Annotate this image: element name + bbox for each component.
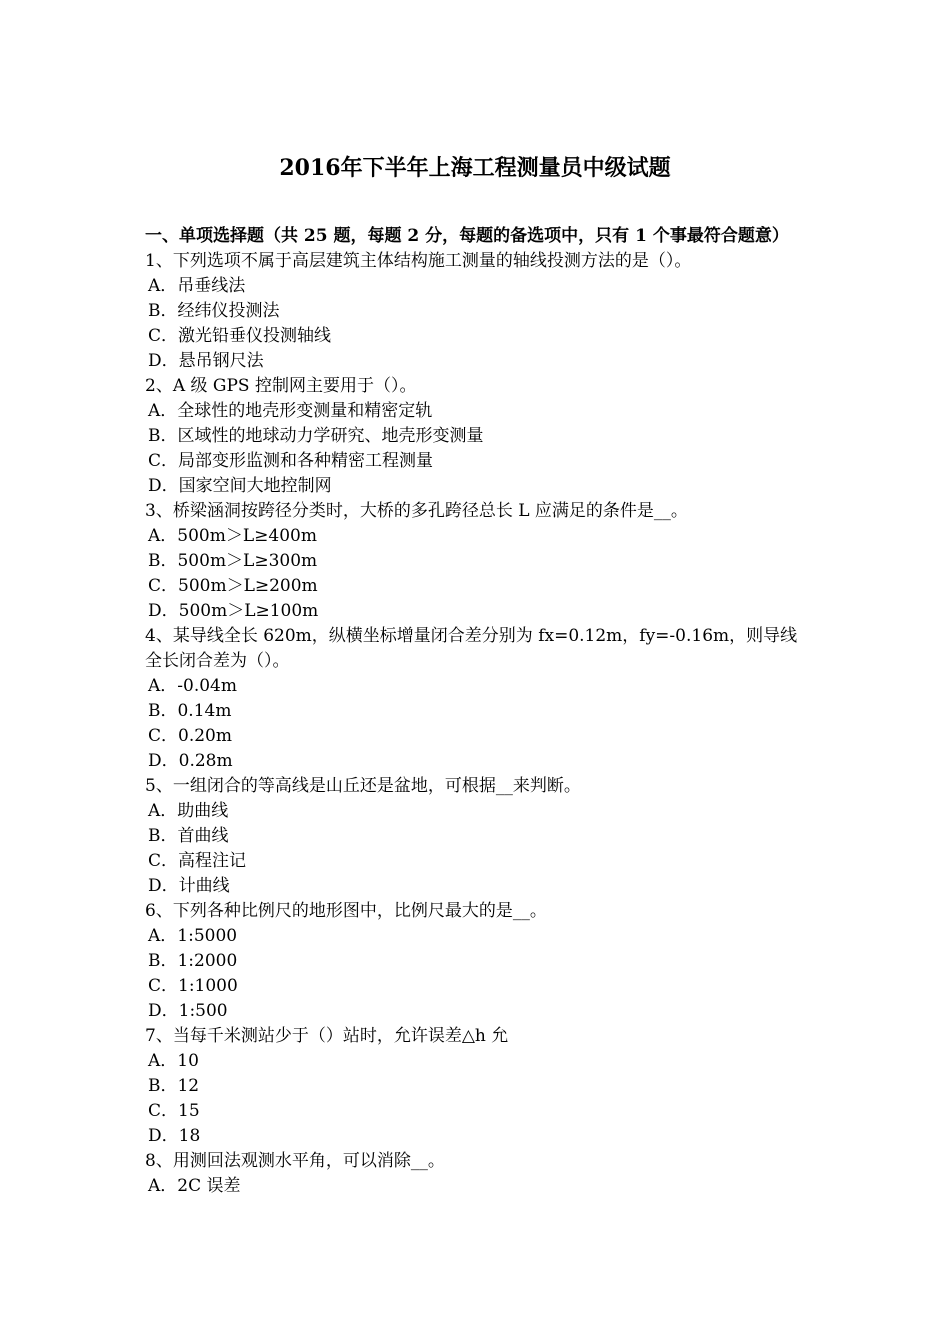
option-c: C．局部变形监测和各种精密工程测量 — [148, 451, 434, 471]
option-b: B．首曲线 — [148, 826, 229, 846]
question-7 — [145, 1024, 810, 1149]
option-c: C．500m＞L≥200m — [148, 576, 318, 596]
question-4 — [145, 624, 810, 774]
question-stem: 8、用测回法观测水平角，可以消除__。 — [145, 1151, 445, 1171]
option-c: C．0.20m — [148, 726, 232, 746]
question-stem: 6、下列各种比例尺的地形图中，比例尺最大的是__。 — [145, 901, 547, 921]
question-stem: 3、桥梁涵洞按跨径分类时，大桥的多孔跨径总长 L 应满足的条件是__。 — [145, 501, 688, 521]
option-c: C．高程注记 — [148, 851, 247, 871]
option-c: C．15 — [148, 1101, 200, 1121]
option-d: D．500m＞L≥100m — [148, 601, 319, 621]
option-b: B．区域性的地球动力学研究、地壳形变测量 — [148, 426, 484, 446]
option-a: A．助曲线 — [148, 801, 229, 821]
option-b: B．1:2000 — [148, 951, 238, 971]
question-6 — [145, 899, 810, 1024]
option-b: B．0.14m — [148, 701, 232, 721]
question-5 — [145, 774, 810, 899]
option-a: A．1:5000 — [148, 926, 238, 946]
question-8 — [145, 1149, 810, 1199]
option-a: A．-0.04m — [148, 676, 237, 696]
option-c: C．激光铅垂仪投测轴线 — [148, 326, 332, 346]
question-stem: 4、某导线全长 620m，纵横坐标增量闭合差分别为 fx=0.12m，fy=-0.16m，则导线全长闭合差为（）。 — [145, 626, 798, 671]
option-d: D．国家空间大地控制网 — [148, 476, 332, 496]
question-2 — [145, 374, 810, 499]
question-stem: 1、下列选项不属于高层建筑主体结构施工测量的轴线投测方法的是（）。 — [145, 251, 692, 271]
option-b: B．经纬仪投测法 — [148, 301, 280, 321]
option-a: A．2C 误差 — [148, 1176, 241, 1196]
question-stem: 7、当每千米测站少于（）站时，允许误差△h 允 — [145, 1026, 509, 1046]
exam-content — [145, 224, 810, 1199]
question-1 — [145, 249, 810, 374]
option-a: A．全球性的地壳形变测量和精密定轨 — [148, 401, 433, 421]
option-d: D．1:500 — [148, 1001, 228, 1021]
option-d: D．悬吊钢尺法 — [148, 351, 264, 371]
option-b: B．12 — [148, 1076, 200, 1096]
section-header: 一、单项选择题（共 25 题，每题 2 分，每题的备选项中，只有 1 个事最符合题意） — [145, 226, 789, 246]
option-d: D．18 — [148, 1126, 201, 1146]
option-c: C．1:1000 — [148, 976, 238, 996]
option-a: A．10 — [148, 1051, 199, 1071]
question-stem: 5、一组闭合的等高线是山丘还是盆地，可根据__来判断。 — [145, 776, 581, 796]
option-a: A．吊垂线法 — [148, 276, 246, 296]
option-d: D．0.28m — [148, 751, 233, 771]
question-3 — [145, 499, 810, 624]
option-d: D．计曲线 — [148, 876, 230, 896]
option-b: B．500m＞L≥300m — [148, 551, 318, 571]
page-title: 2016年下半年上海工程测量员中级试题 — [279, 155, 671, 181]
question-stem: 2、A 级 GPS 控制网主要用于（）。 — [145, 376, 417, 396]
option-a: A．500m＞L≥400m — [148, 526, 317, 546]
